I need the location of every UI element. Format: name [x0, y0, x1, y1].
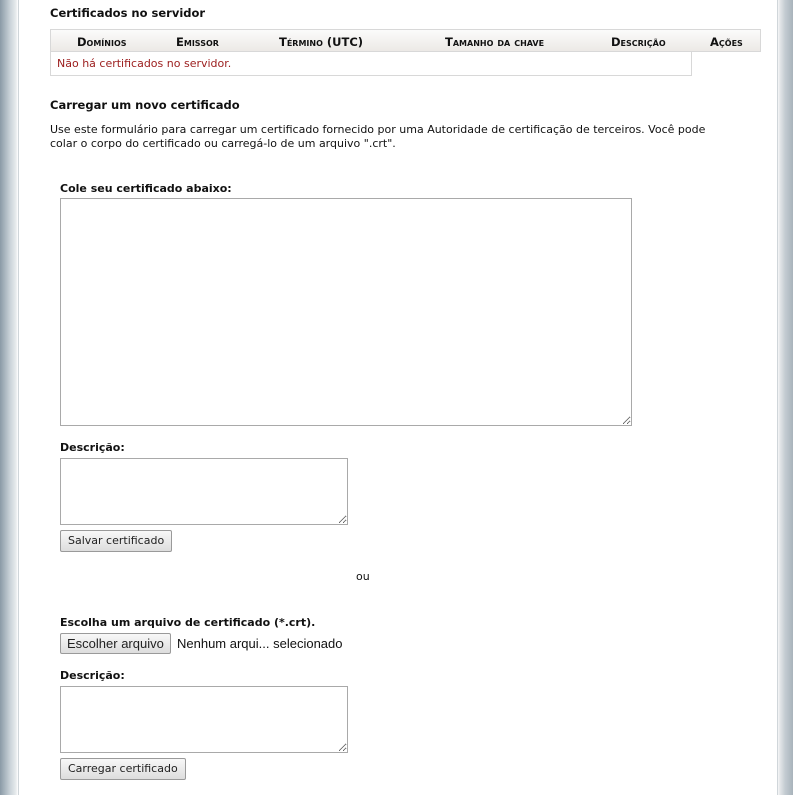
- description-textarea[interactable]: [60, 458, 348, 525]
- table-body: [50, 52, 692, 76]
- choose-file-label: Escolha um arquivo de certificado (*.crt).: [60, 616, 316, 629]
- column-header-termino[interactable]: Término (UTC): [279, 35, 364, 49]
- paste-certificate-label: Cole seu certificado abaixo:: [60, 182, 232, 195]
- empty-table-message: Não há certificados no servidor.: [57, 57, 232, 70]
- choose-file-button[interactable]: Escolher arquivo: [60, 633, 171, 654]
- or-separator: ou: [356, 570, 370, 583]
- upload-intro-line-2: colar o corpo do certificado ou carregá-lo de um arquivo ".crt".: [50, 137, 396, 150]
- description-textarea-2[interactable]: [60, 686, 348, 753]
- file-status-text: Nenhum arqui... selecionado: [177, 636, 343, 651]
- description-label-2: Descrição:: [60, 669, 125, 682]
- column-header-emissor[interactable]: Emissor: [176, 35, 219, 49]
- column-header-descricao[interactable]: Descrição: [611, 35, 666, 49]
- table-header: [50, 29, 761, 52]
- column-header-acoes[interactable]: Ações: [710, 35, 743, 49]
- description-label: Descrição:: [60, 441, 125, 454]
- column-header-dominios[interactable]: Domínios: [77, 35, 127, 49]
- certificates-table: [50, 29, 761, 76]
- window-right-edge: [777, 0, 793, 795]
- save-certificate-button[interactable]: Salvar certificado: [60, 530, 172, 552]
- certificate-body-textarea[interactable]: [60, 198, 632, 426]
- upload-intro-line-1: Use este formulário para carregar um certificado fornecido por uma Autoridade de certificação de terceiros. Você pode: [50, 123, 706, 136]
- content-panel: [18, 0, 778, 795]
- upload-heading: Carregar um novo certificado: [50, 98, 240, 112]
- server-certificates-heading: Certificados no servidor: [50, 6, 206, 20]
- upload-certificate-button[interactable]: Carregar certificado: [60, 758, 186, 780]
- column-header-tamanho[interactable]: Tamanho da chave: [445, 35, 545, 49]
